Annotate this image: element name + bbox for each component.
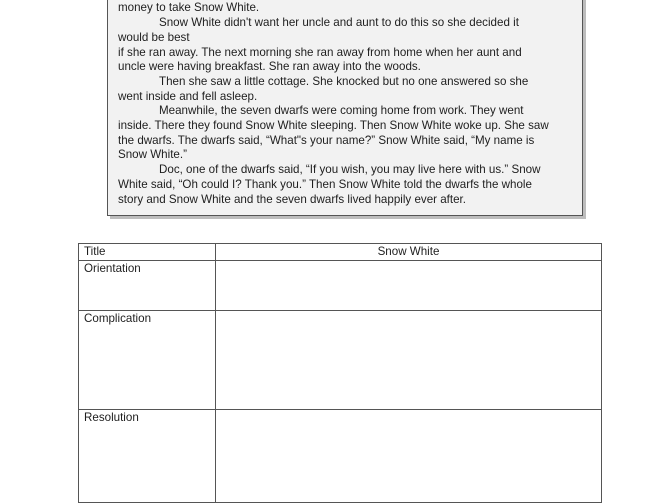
story-line: Doc, one of the dwarfs said, “If you wish, you may live here with us.” Snow xyxy=(159,163,541,176)
complication-label: Complication xyxy=(79,311,216,410)
title-value: Snow White xyxy=(216,244,602,261)
orientation-row xyxy=(79,261,602,311)
resolution-label: Resolution xyxy=(79,410,216,503)
story-line: Meanwhile, the seven dwarfs were coming home from work. They went xyxy=(159,104,524,117)
story-line: money to take Snow White. xyxy=(118,1,260,14)
story-line: Then she saw a little cottage. She knocked but no one answered so she xyxy=(159,75,529,88)
resolution-row xyxy=(79,410,602,503)
story-line: Snow White didn't want her uncle and aunt to do this so she decided it xyxy=(159,16,519,29)
story-line: White said, “Oh could I? Thank you.” Then Snow White told the dwarfs the whole xyxy=(118,178,532,191)
story-organizer-table xyxy=(78,243,602,503)
story-text-box xyxy=(107,0,583,216)
resolution-answer-cell[interactable] xyxy=(216,410,602,503)
story-line: Snow White.” xyxy=(118,148,187,161)
story-line: would be best xyxy=(118,31,190,44)
title-row xyxy=(79,244,602,261)
complication-row xyxy=(79,311,602,410)
story-line: the dwarfs. The dwarfs said, “What"s your name?” Snow White said, “My name is xyxy=(118,134,535,147)
title-label: Title xyxy=(79,244,216,261)
complication-answer-cell[interactable] xyxy=(216,311,602,410)
orientation-label: Orientation xyxy=(79,261,216,311)
story-line: story and Snow White and the seven dwarfs lived happily ever after. xyxy=(118,193,466,206)
story-line: inside. There they found Snow White sleeping. Then Snow White woke up. She saw xyxy=(118,119,549,132)
story-line: uncle were having breakfast. She ran away into the woods. xyxy=(118,60,421,73)
story-line: if she ran away. The next morning she ran away from home when her aunt and xyxy=(118,46,522,59)
orientation-answer-cell[interactable] xyxy=(216,261,602,311)
story-line: went inside and fell asleep. xyxy=(118,90,258,103)
